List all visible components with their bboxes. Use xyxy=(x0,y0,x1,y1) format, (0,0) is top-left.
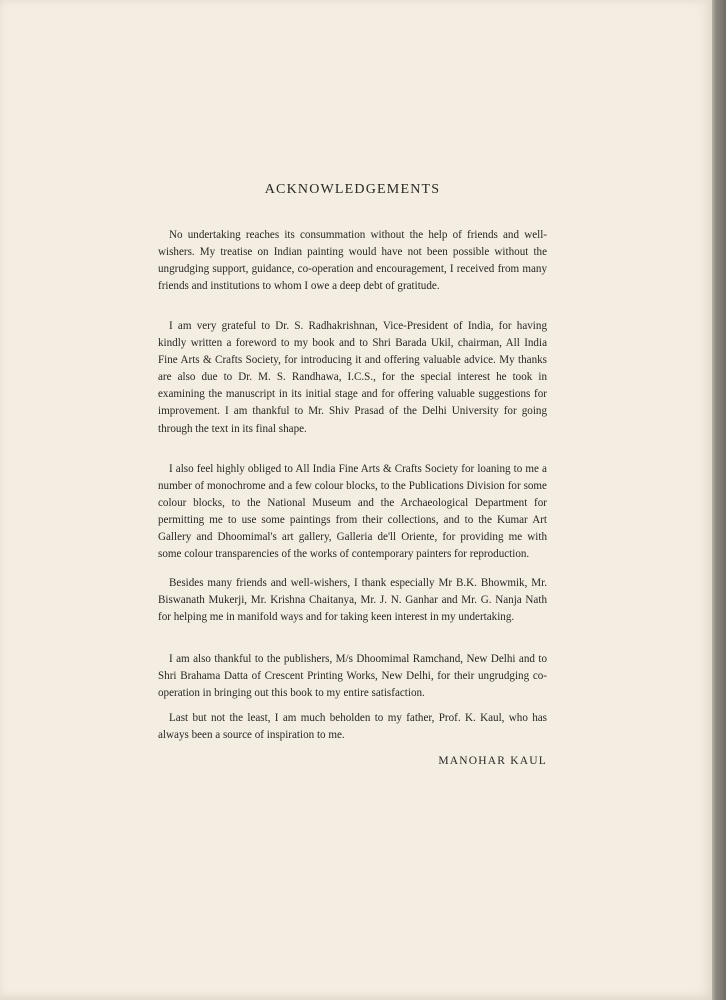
paragraph-3: I also feel highly obliged to All India Fine Arts & Crafts Society for loaning to me a number of monochrome and a few colour blocks, to the Publications Division for some colour blocks, to the National Museum and the Archaeological Department for permitting me to use some paintings from their collections, and to the Kumar Art Gallery and Dhoomimal's art gallery, Galleria de'll Oriente, for providing me with some colour transparencies of the works of contemporary painters for reproduction. xyxy=(158,463,547,561)
paragraph-4: Besides many friends and well-wishers, I thank especially Mr B.K. Bhowmik, Mr. Biswanath Mukerji, Mr. Krishna Chaitanya, Mr. J. N. Ganhar and Mr. G. Nanja Nath for helping me in manifold ways and for taking keen interest in my undertaking. xyxy=(158,577,547,624)
paragraph-5: I am also thankful to the publishers, M/s Dhoomimal Ramchand, New Delhi and to Shri Brahama Datta of Crescent Printing Works, New Delhi, for their ungrudging co-operation in bringing out this book to my entire satisfaction. xyxy=(158,653,547,700)
paragraph-1: No undertaking reaches its consummation without the help of friends and well-wishers. My treatise on Indian painting would have not been possible without the ungrudging support, guidance, co-operation and encouragement, I received from many friends and institutions to whom I owe a deep debt of gratitude. xyxy=(158,229,547,293)
page-title: ACKNOWLEDGEMENTS xyxy=(264,182,441,197)
paragraph-6: Last but not the least, I am much beholden to my father, Prof. K. Kaul, who has always been a source of inspiration to me. xyxy=(158,712,547,742)
signature: MANOHAR KAUL xyxy=(438,755,547,767)
page-edge xyxy=(712,0,726,1000)
paragraph-2: I am very grateful to Dr. S. Radhakrishnan, Vice-President of India, for having kindly written a foreword to my book and to Shri Barada Ukil, chairman, All India Fine Arts & Crafts Society, for introducing it and offering valuable advice. My thanks are also due to Dr. M. S. Randhawa, I.C.S., for the special interest he took in examining the manuscript in its initial stage and for offering valuable suggestions for improvement. I am thankful to Mr. Shiv Prasad of the Delhi University for going through the text in its final shape. xyxy=(158,320,547,435)
